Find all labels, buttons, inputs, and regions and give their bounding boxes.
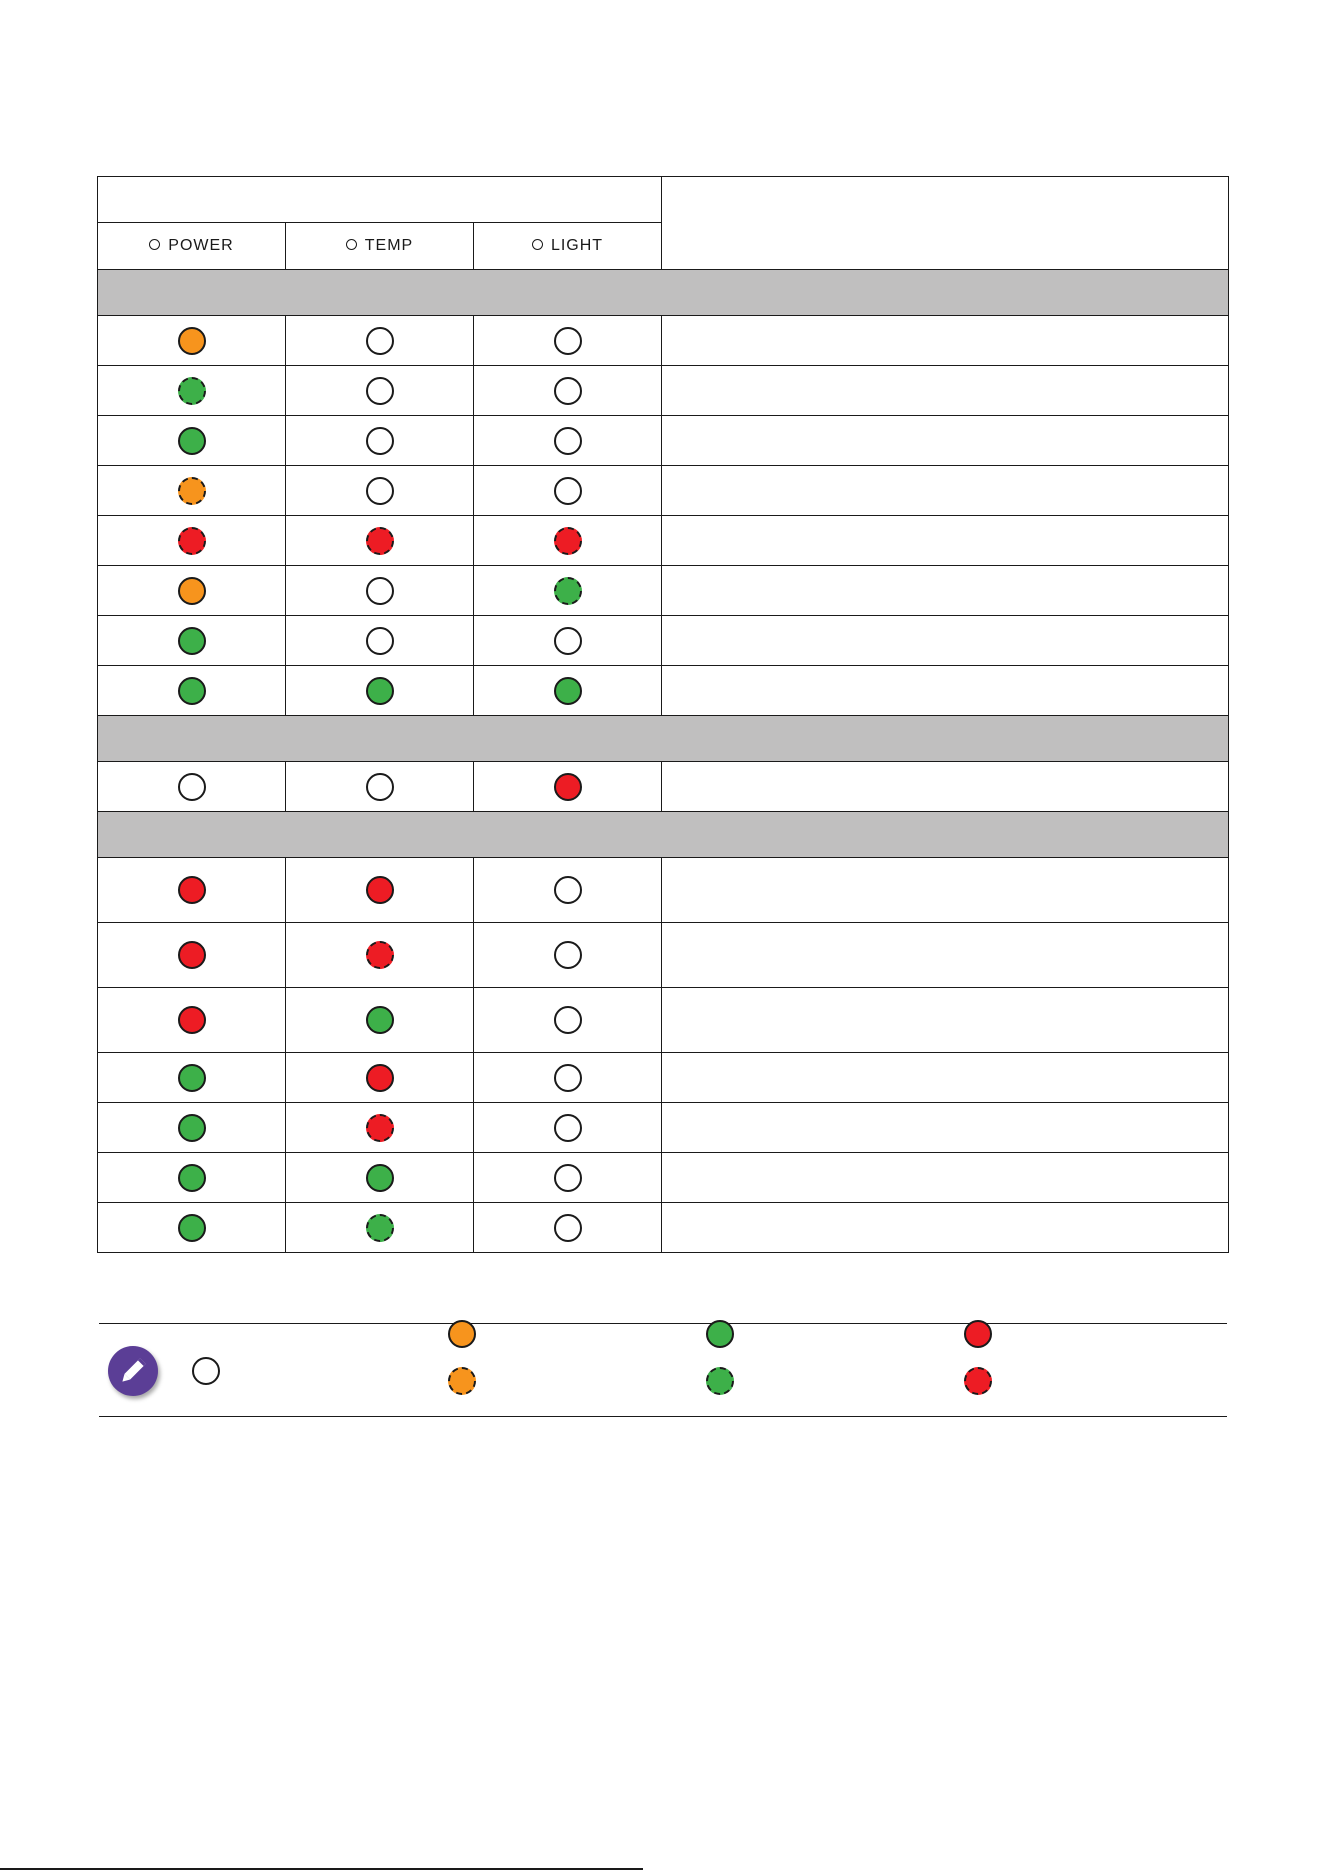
led-orange-solid-icon — [178, 327, 206, 355]
power-cell — [98, 923, 286, 988]
light-cell — [474, 666, 662, 716]
power-cell — [98, 366, 286, 416]
legend-off-icon — [192, 1357, 220, 1385]
temp-cell — [286, 616, 474, 666]
led-off-icon — [366, 427, 394, 455]
power-cell — [98, 316, 286, 366]
power-cell — [98, 416, 286, 466]
led-orange-solid-icon — [178, 577, 206, 605]
header-temp — [286, 223, 474, 270]
led-off-icon — [366, 627, 394, 655]
led-red-flash-icon — [178, 527, 206, 555]
table-row — [98, 923, 1229, 988]
led-off-icon — [554, 941, 582, 969]
light-cell — [474, 566, 662, 616]
led-off-icon — [366, 477, 394, 505]
section-band — [98, 270, 1229, 316]
temp-cell — [286, 366, 474, 416]
legend-red-solid-icon — [964, 1320, 992, 1348]
pencil-icon — [108, 1346, 158, 1396]
temp-cell — [286, 516, 474, 566]
led-green-flash-icon — [366, 1214, 394, 1242]
header-power-label: POWER — [168, 237, 234, 254]
led-green-solid-icon — [366, 1006, 394, 1034]
section-band-cell — [98, 812, 1229, 858]
temp-cell — [286, 1103, 474, 1153]
power-cell — [98, 616, 286, 666]
led-green-solid-icon — [366, 677, 394, 705]
description-cell — [662, 1053, 1229, 1103]
description-cell — [662, 466, 1229, 516]
led-red-flash-icon — [554, 527, 582, 555]
table-row — [98, 566, 1229, 616]
table-row — [98, 366, 1229, 416]
led-green-solid-icon — [178, 1114, 206, 1142]
circle-icon — [346, 239, 357, 250]
light-cell — [474, 762, 662, 812]
temp-cell — [286, 858, 474, 923]
power-cell — [98, 466, 286, 516]
table-row — [98, 516, 1229, 566]
temp-cell — [286, 1203, 474, 1253]
section-band-cell — [98, 270, 1229, 316]
description-cell — [662, 666, 1229, 716]
header-power — [98, 223, 286, 270]
led-green-solid-icon — [178, 1164, 206, 1192]
section-band — [98, 716, 1229, 762]
led-red-solid-icon — [178, 876, 206, 904]
power-cell — [98, 1103, 286, 1153]
led-off-icon — [554, 427, 582, 455]
led-red-flash-icon — [366, 527, 394, 555]
power-cell — [98, 1153, 286, 1203]
led-green-solid-icon — [178, 1214, 206, 1242]
legend-green-flash-icon — [706, 1367, 734, 1395]
light-cell — [474, 923, 662, 988]
led-red-solid-icon — [178, 1006, 206, 1034]
note-box — [99, 1323, 1227, 1417]
legend-red-flash-icon — [964, 1367, 992, 1395]
legend-green-solid-icon — [706, 1320, 734, 1348]
legend-orange-flash-icon — [448, 1367, 476, 1395]
description-cell — [662, 316, 1229, 366]
description-cell — [662, 1103, 1229, 1153]
table-row — [98, 616, 1229, 666]
table-row — [98, 466, 1229, 516]
description-cell — [662, 516, 1229, 566]
table-row — [98, 988, 1229, 1053]
header-temp-label: TEMP — [364, 237, 414, 254]
temp-cell — [286, 416, 474, 466]
table-row — [98, 1053, 1229, 1103]
circle-icon — [149, 239, 160, 250]
power-cell — [98, 988, 286, 1053]
power-cell — [98, 1053, 286, 1103]
light-cell — [474, 466, 662, 516]
temp-cell — [286, 1053, 474, 1103]
led-off-icon — [554, 876, 582, 904]
legend-orange-solid-icon — [448, 1320, 476, 1348]
led-green-solid-icon — [178, 1064, 206, 1092]
temp-cell — [286, 923, 474, 988]
power-cell — [98, 1203, 286, 1253]
header-row-top — [98, 177, 1229, 223]
table-row — [98, 1203, 1229, 1253]
light-cell — [474, 516, 662, 566]
led-off-icon — [554, 1114, 582, 1142]
circle-icon — [532, 239, 543, 250]
led-off-icon — [554, 1214, 582, 1242]
led-off-icon — [366, 327, 394, 355]
header-description-cell — [662, 177, 1229, 270]
description-cell — [662, 1203, 1229, 1253]
led-off-icon — [554, 327, 582, 355]
table-row — [98, 762, 1229, 812]
led-green-solid-icon — [178, 427, 206, 455]
led-green-solid-icon — [554, 677, 582, 705]
description-cell — [662, 616, 1229, 666]
led-green-solid-icon — [178, 627, 206, 655]
led-red-solid-icon — [554, 773, 582, 801]
led-indicator-table — [97, 176, 1229, 1253]
led-red-solid-icon — [178, 941, 206, 969]
power-cell — [98, 666, 286, 716]
led-red-flash-icon — [366, 1114, 394, 1142]
power-cell — [98, 858, 286, 923]
power-cell — [98, 516, 286, 566]
led-green-flash-icon — [178, 377, 206, 405]
footer-divider — [0, 1868, 643, 1870]
light-cell — [474, 988, 662, 1053]
temp-cell — [286, 466, 474, 516]
light-cell — [474, 1053, 662, 1103]
led-off-icon — [554, 627, 582, 655]
light-cell — [474, 1203, 662, 1253]
led-green-solid-icon — [178, 677, 206, 705]
led-red-solid-icon — [366, 876, 394, 904]
temp-cell — [286, 988, 474, 1053]
light-cell — [474, 1153, 662, 1203]
description-cell — [662, 923, 1229, 988]
led-off-icon — [554, 1064, 582, 1092]
temp-cell — [286, 566, 474, 616]
led-off-icon — [366, 577, 394, 605]
table-row — [98, 316, 1229, 366]
light-cell — [474, 858, 662, 923]
led-off-icon — [554, 477, 582, 505]
temp-cell — [286, 762, 474, 812]
description-cell — [662, 1153, 1229, 1203]
temp-cell — [286, 1153, 474, 1203]
table-row — [98, 858, 1229, 923]
temp-cell — [286, 316, 474, 366]
light-cell — [474, 416, 662, 466]
description-cell — [662, 858, 1229, 923]
power-cell — [98, 566, 286, 616]
led-green-solid-icon — [366, 1164, 394, 1192]
temp-cell — [286, 666, 474, 716]
led-off-icon — [178, 773, 206, 801]
description-cell — [662, 366, 1229, 416]
led-off-icon — [554, 377, 582, 405]
led-off-icon — [554, 1164, 582, 1192]
led-red-flash-icon — [366, 941, 394, 969]
description-cell — [662, 988, 1229, 1053]
led-red-solid-icon — [366, 1064, 394, 1092]
light-cell — [474, 616, 662, 666]
light-cell — [474, 1103, 662, 1153]
led-off-icon — [366, 377, 394, 405]
light-cell — [474, 316, 662, 366]
table-row — [98, 416, 1229, 466]
header-light-group-cell — [98, 177, 662, 223]
led-off-icon — [554, 1006, 582, 1034]
description-cell — [662, 566, 1229, 616]
led-orange-flash-icon — [178, 477, 206, 505]
table-row — [98, 1103, 1229, 1153]
led-off-icon — [366, 773, 394, 801]
header-light-label: LIGHT — [550, 237, 604, 254]
light-cell — [474, 366, 662, 416]
header-light — [474, 223, 662, 270]
table-row — [98, 1153, 1229, 1203]
section-band — [98, 812, 1229, 858]
description-cell — [662, 762, 1229, 812]
led-green-flash-icon — [554, 577, 582, 605]
description-cell — [662, 416, 1229, 466]
section-band-cell — [98, 716, 1229, 762]
table-row — [98, 666, 1229, 716]
power-cell — [98, 762, 286, 812]
